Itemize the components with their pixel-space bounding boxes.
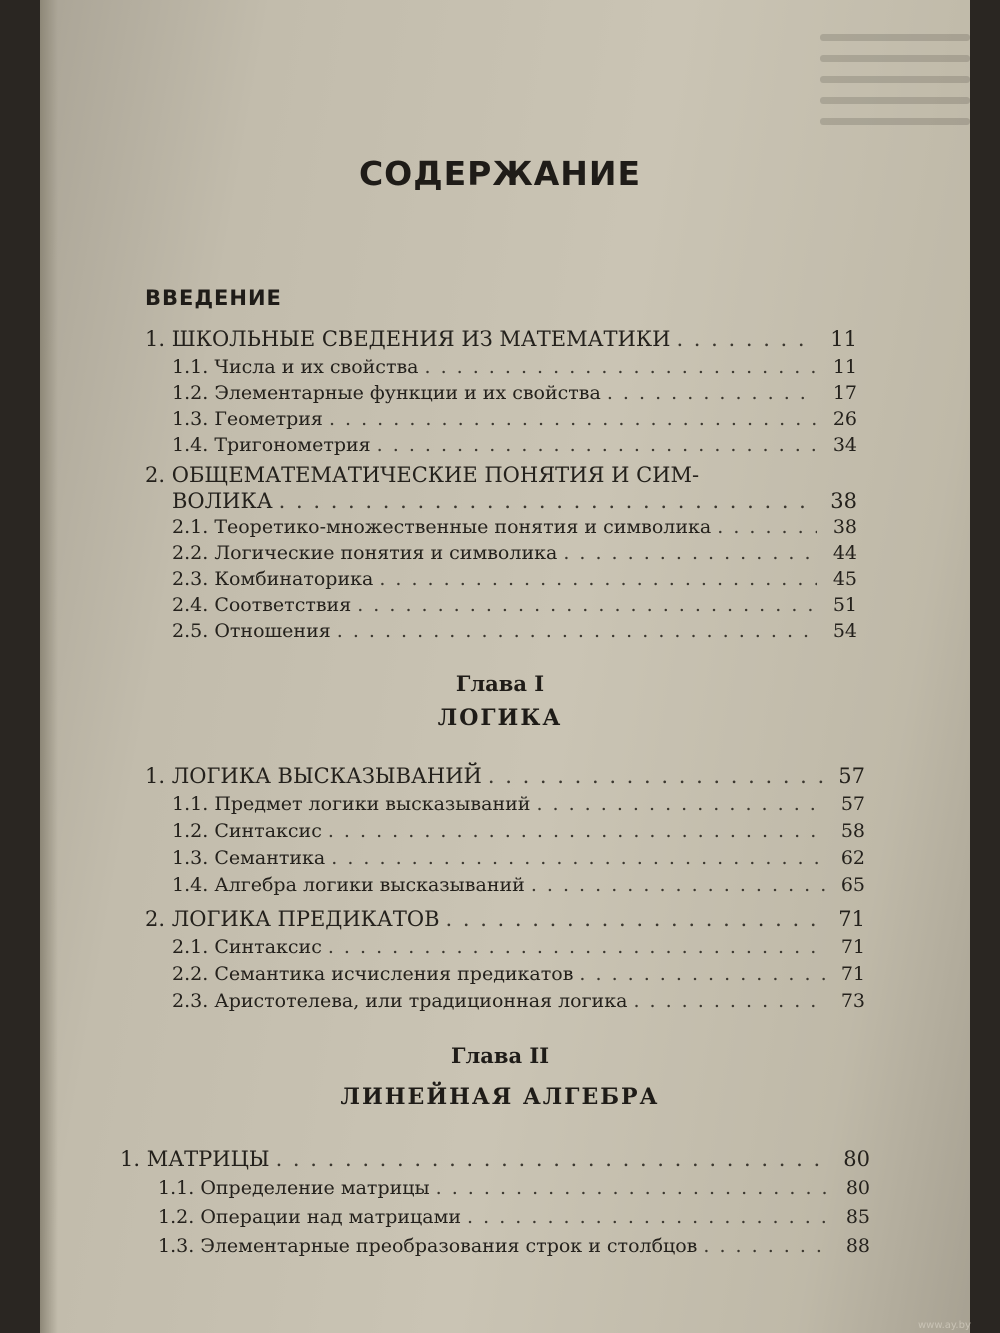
page-spine-shadow — [40, 0, 58, 1333]
toc-subsection — [172, 566, 857, 592]
toc-subsection — [172, 988, 865, 1014]
page-number: 54 — [832, 620, 857, 642]
leader-dots — [337, 618, 817, 644]
subsection-number: 1.3. — [158, 1235, 195, 1257]
subsection-title: Алгебра логики высказываний — [214, 874, 525, 896]
page-number: 17 — [832, 382, 857, 404]
subsection-number: 2.1. — [172, 516, 209, 538]
subsection-number: 2.2. — [172, 542, 209, 564]
subsection-title: Элементарные преобразования строк и столбцов — [200, 1235, 698, 1257]
chapter-label: Глава I — [455, 671, 545, 696]
toc-subsection — [172, 406, 857, 432]
section-number: 2. — [145, 907, 166, 931]
section-number: 1. — [145, 327, 166, 351]
subsection-title: Элементарные функции и их свойства — [214, 382, 601, 404]
page-number: 80 — [843, 1147, 870, 1171]
watermark: www.ay.by — [918, 1320, 971, 1331]
page-title: СОДЕРЖАНИЕ — [358, 154, 642, 193]
toc-subsection — [172, 540, 857, 566]
page-number: 26 — [832, 408, 857, 430]
section-title: ШКОЛЬНЫЕ СВЕДЕНИЯ ИЗ МАТЕМАТИКИ — [171, 327, 671, 351]
toc-subsection — [172, 934, 865, 960]
page-number: 44 — [832, 542, 857, 564]
subsection-number: 1.2. — [172, 820, 209, 842]
toc-section — [120, 1146, 870, 1172]
subsection-number: 2.5. — [172, 620, 209, 642]
subsection-title: Соответствия — [214, 594, 352, 616]
section-title: МАТРИЦЫ — [146, 1147, 270, 1171]
subsection-title: Аристотелева, или традиционная логика — [214, 990, 628, 1012]
chapter-title: ЛИНЕЙНАЯ АЛГЕБРА — [340, 1084, 660, 1110]
page-number: 38 — [830, 489, 857, 513]
leader-dots — [488, 763, 825, 789]
page-number: 34 — [832, 434, 857, 456]
page-number: 73 — [840, 990, 865, 1012]
chapter-title: ЛОГИКА — [437, 705, 563, 731]
subsection-title: Синтаксис — [214, 820, 322, 842]
subsection-title: Числа и их свойства — [214, 356, 419, 378]
toc-subsection — [172, 354, 857, 380]
subsection-number: 1.1. — [172, 356, 209, 378]
leader-dots — [676, 326, 817, 352]
leader-dots — [607, 380, 817, 406]
subsection-title: Семантика — [214, 847, 326, 869]
leader-dots — [377, 432, 817, 458]
subsection-number: 1.1. — [172, 793, 209, 815]
leader-dots — [579, 961, 825, 987]
section-title: ЛОГИКА ВЫСКАЗЫВАНИЙ — [171, 764, 482, 788]
subsection-title: Семантика исчисления предикатов — [214, 963, 574, 985]
page-number: 71 — [840, 963, 865, 985]
subsection-number: 2.3. — [172, 990, 209, 1012]
page-number: 11 — [832, 356, 857, 378]
subsection-title: Комбинаторика — [214, 568, 374, 590]
subsection-title: Тригонометрия — [214, 434, 371, 456]
subsection-title: Синтаксис — [214, 936, 322, 958]
leader-dots — [436, 1175, 830, 1201]
subsection-title: Отношения — [214, 620, 331, 642]
leader-dots — [703, 1233, 830, 1259]
toc-section-title-line — [145, 462, 699, 488]
leader-dots — [563, 540, 817, 566]
page-number: 80 — [845, 1177, 870, 1199]
toc-subsection — [172, 872, 865, 898]
page-number: 85 — [845, 1206, 870, 1228]
page-number: 57 — [840, 793, 865, 815]
subsection-title: Теоретико-множественные понятия и символика — [214, 516, 712, 538]
subsection-number: 1.2. — [172, 382, 209, 404]
leader-dots — [467, 1204, 830, 1230]
subsection-number: 1.4. — [172, 874, 209, 896]
subsection-number: 1.1. — [158, 1177, 195, 1199]
intro-heading: ВВЕДЕНИЕ — [145, 286, 282, 310]
toc-section — [145, 326, 857, 352]
subsection-number: 1.3. — [172, 408, 209, 430]
leader-dots — [379, 566, 817, 592]
leader-dots — [531, 872, 825, 898]
subsection-title: Предмет логики высказываний — [214, 793, 531, 815]
subsection-number: 1.3. — [172, 847, 209, 869]
page-number: 11 — [830, 327, 857, 351]
subsection-number: 1.4. — [172, 434, 209, 456]
page-number: 65 — [840, 874, 865, 896]
page-number: 38 — [832, 516, 857, 538]
page-number: 58 — [840, 820, 865, 842]
page-number: 45 — [832, 568, 857, 590]
section-title: ЛОГИКА ПРЕДИКАТОВ — [171, 907, 440, 931]
subsection-number: 2.2. — [172, 963, 209, 985]
show-through-text — [820, 20, 970, 140]
subsection-number: 1.2. — [158, 1206, 195, 1228]
toc-subsection — [172, 592, 857, 618]
toc-subsection — [158, 1204, 870, 1230]
toc-subsection — [172, 514, 857, 540]
leader-dots — [633, 988, 825, 1014]
leader-dots — [424, 354, 817, 380]
leader-dots — [331, 845, 825, 871]
page-number: 62 — [840, 847, 865, 869]
toc-subsection — [158, 1233, 870, 1259]
leader-dots — [357, 592, 817, 618]
subsection-number: 2.1. — [172, 936, 209, 958]
toc-subsection — [172, 432, 857, 458]
section-number: 1. — [120, 1147, 141, 1171]
section-number: 1. — [145, 764, 166, 788]
subsection-title: Операции над матрицами — [200, 1206, 462, 1228]
leader-dots — [536, 791, 825, 817]
section-title: ОБЩЕМАТЕМАТИЧЕСКИЕ ПОНЯТИЯ И СИМ- — [171, 463, 700, 487]
subsection-title: Логические понятия и символика — [214, 542, 558, 564]
page-number: 88 — [845, 1235, 870, 1257]
toc-section — [145, 763, 865, 789]
leader-dots — [328, 934, 825, 960]
toc-subsection — [172, 818, 865, 844]
leader-dots — [276, 1146, 830, 1172]
leader-dots — [329, 406, 817, 432]
toc-subsection — [172, 961, 865, 987]
book-page — [40, 0, 970, 1333]
page-number: 57 — [838, 764, 865, 788]
leader-dots — [328, 818, 825, 844]
page-number: 51 — [832, 594, 857, 616]
toc-subsection — [172, 618, 857, 644]
subsection-title: Геометрия — [214, 408, 323, 430]
chapter-label: Глава II — [450, 1043, 550, 1068]
toc-subsection — [172, 791, 865, 817]
leader-dots — [279, 488, 817, 514]
leader-dots — [446, 906, 826, 932]
subsection-number: 2.3. — [172, 568, 209, 590]
toc-subsection — [172, 380, 857, 406]
toc-section — [145, 906, 865, 932]
section-number: 2. — [145, 463, 166, 487]
section-title-continuation: ВОЛИКА — [172, 489, 273, 513]
page-number: 71 — [840, 936, 865, 958]
subsection-title: Определение матрицы — [200, 1177, 430, 1199]
toc-section — [172, 488, 857, 514]
page-number: 71 — [838, 907, 865, 931]
toc-subsection — [158, 1175, 870, 1201]
subsection-number: 2.4. — [172, 594, 209, 616]
leader-dots — [717, 514, 817, 540]
toc-subsection — [172, 845, 865, 871]
